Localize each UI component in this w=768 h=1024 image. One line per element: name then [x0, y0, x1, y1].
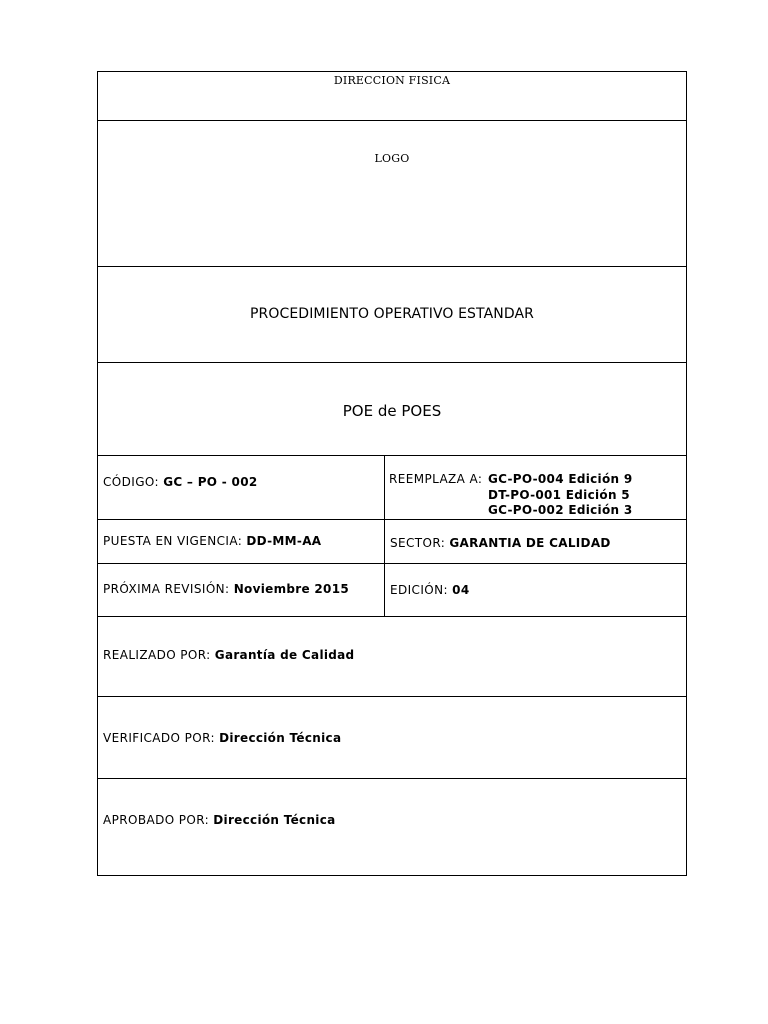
code-cell: [98, 456, 385, 519]
effective-cell: [98, 520, 385, 563]
replaces-item: GC-PO-004 Edición 9: [488, 472, 633, 486]
made-by-value: Garantía de Calidad: [214, 648, 355, 662]
procedure-type-row: [98, 267, 686, 363]
logo-row: [98, 121, 686, 267]
next-review-label: PRÓXIMA REVISIÓN:: [103, 582, 234, 596]
next-review-field: [103, 582, 349, 596]
approved-by-label: APROBADO POR:: [103, 813, 214, 827]
edition-label: EDICIÓN:: [390, 583, 453, 597]
replaces-cell: [385, 456, 686, 519]
made-by-field: [103, 648, 354, 662]
approved-by-field: [103, 813, 336, 827]
made-by-label: REALIZADO POR:: [103, 648, 215, 662]
edition-value: 04: [452, 583, 470, 597]
effective-value: DD-MM-AA: [246, 534, 322, 548]
verified-by-value: Dirección Técnica: [219, 731, 342, 745]
code-row: [98, 456, 686, 520]
direction-row: [98, 72, 686, 121]
effective-field: [103, 534, 321, 548]
replaces-item: DT-PO-001 Edición 5: [488, 487, 630, 502]
approved-by-value: Dirección Técnica: [213, 813, 336, 827]
edition-cell: [385, 564, 686, 616]
direction-title: DIRECCION FISICA: [333, 74, 451, 87]
document-cover-table: [97, 71, 687, 876]
code-value: GC – PO - 002: [163, 475, 258, 489]
next-review-cell: [98, 564, 385, 616]
document-title-row: [98, 363, 686, 456]
code-field: [103, 475, 258, 489]
verified-by-field: [103, 731, 341, 745]
sector-value: GARANTIA DE CALIDAD: [449, 536, 611, 550]
replaces-label: REEMPLAZA A:: [389, 472, 483, 486]
approved-by-row: [98, 779, 686, 875]
sector-field: [390, 536, 611, 550]
code-label: CÓDIGO:: [103, 475, 164, 489]
effective-label: PUESTA EN VIGENCIA:: [103, 534, 247, 548]
logo-placeholder: LOGO: [374, 152, 410, 165]
review-row: [98, 564, 686, 617]
procedure-type-title: PROCEDIMIENTO OPERATIVO ESTANDAR: [250, 306, 534, 322]
next-review-value: Noviembre 2015: [233, 582, 349, 596]
verified-by-label: VERIFICADO POR:: [103, 731, 220, 745]
effective-row: [98, 520, 686, 564]
made-by-row: [98, 617, 686, 697]
replaces-item: GC-PO-002 Edición 3: [488, 503, 633, 517]
verified-by-row: [98, 697, 686, 779]
document-title: POE de POES: [342, 402, 442, 420]
sector-label: SECTOR:: [390, 536, 450, 550]
sector-cell: [385, 520, 686, 563]
edition-field: [390, 583, 469, 597]
replaces-list: [488, 472, 632, 519]
